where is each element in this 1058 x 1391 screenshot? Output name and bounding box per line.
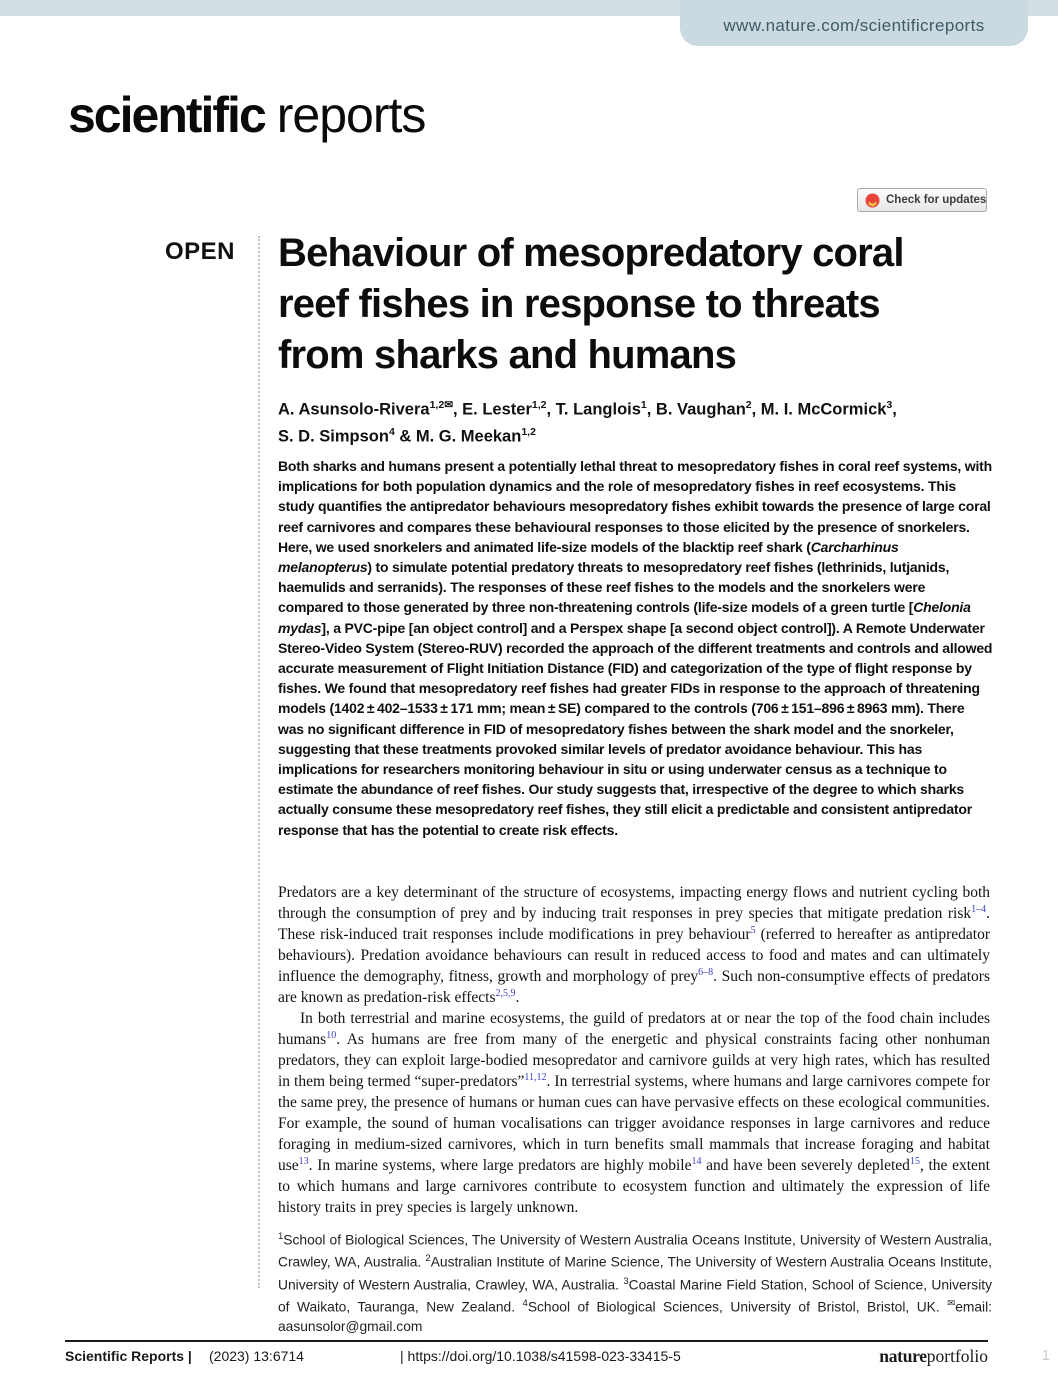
footer-journal-name: Scientific Reports | bbox=[65, 1348, 192, 1364]
nature-portfolio-logo-nature: nature bbox=[879, 1346, 927, 1366]
footer-doi-link[interactable]: | https://doi.org/10.1038/s41598-023-33415-5 bbox=[400, 1348, 681, 1364]
page-number: 1 bbox=[1041, 1348, 1050, 1364]
body-paragraph: Predators are a key determinant of the structure of ecosystems, impacting energy flows and nutrient cycling both through the consumption of prey and by inducing trait responses in prey species that mitigate predation risk$^{1-4}$. These risk-induced trait responses include modifications in prey behaviour$^5$ (referred to hereafter as antipredator behaviours). Predation avoidance behaviours can result in reduced access to food and mates and can ultimately influence the demography, fitness, growth and morphology of prey$^{6-8}$. Such non-consumptive effects of predators are known as predation-risk effects$^{2,5,9}$. bbox=[278, 884, 990, 1006]
journal-logo bbox=[68, 86, 425, 144]
vertical-dotted-rule bbox=[258, 236, 260, 1288]
check-for-updates-badge[interactable] bbox=[857, 188, 987, 212]
open-access-label: OPEN bbox=[165, 238, 236, 265]
article-body bbox=[278, 882, 990, 1218]
site-url-tab bbox=[680, 0, 1028, 46]
footer bbox=[0, 1348, 1058, 1372]
footer-rule bbox=[65, 1340, 988, 1342]
crossmark-icon bbox=[865, 193, 880, 208]
nature-portfolio-logo bbox=[879, 1346, 988, 1367]
footer-citation: (2023) 13:6714 bbox=[209, 1348, 304, 1364]
check-for-updates-label: Check for updates bbox=[886, 194, 987, 206]
affiliations: $^1$School of Biological Sciences, The University of Western Australia Oceans Institute, University of Western Australia, Crawley, WA, Australia. $^2$Australian Institute of Marine Science, The University of Western Australia Oceans Institute, University of Western Australia, Crawley, WA, Australia. $^3$Coastal Marine Field Station, School of Science, University of Waikato, Tauranga, New Zealand. $^4$School of Biological Sciences, University of Bristol, Bristol, UK. ✉email: aasunsolor@gmail.com bbox=[278, 1231, 992, 1334]
abstract: Both sharks and humans present a potentially lethal threat to mesopredatory fishes in coral reef systems, with implications for both population dynamics and the role of mesopredatory fishes in reef ecosystems. This study quantifies the antipredator behaviours mesopredatory fishes exhibit towards the presence of large coral reef carnivores and compares these behavioural responses to those elicited by the presence of snorkelers. Here, we used snorkelers and animated life-size models of the blacktip reef shark (Carcharhinus melanopterus) to simulate potential predatory threats to mesopredatory reef fishes (lethrinids, lutjanids, haemulids and serranids). The responses of these reef fishes to the models and the snorkelers were compared to those generated by three non-threatening controls (life-size models of a green turtle [Chelonia mydas], a PVC-pipe [an object control] and a Perspex shape [a second object control]). A Remote Underwater Stereo-Video System (Stereo-RUV) recorded the approach of the different treatments and controls and allowed accurate measurement of Flight Initiation Distance (FID) and categorization of the type of flight response by fishes. We found that mesopredatory reef fishes had greater FIDs in response to the approach of threatening models (1402 ± 402–1533 ± 171 mm; mean ± SE) compared to the controls (706 ± 151–896 ± 8963 mm). There was no significant difference in FID of mesopredatory fishes between the shark model and the snorkeler, suggesting that these treatments provoked similar levels of predator avoidance behaviour. This has implications for researchers monitoring behaviour in situ or using underwater census as a technique to estimate the abundance of reef fishes. Our study suggests that, irrespective of the degree to which sharks actually consume these mesopredatory reef fishes, they still elicit a predictable and consistent antipredator response that has the potential to create risk effects. bbox=[278, 458, 993, 838]
body-paragraph: In both terrestrial and marine ecosystems, the guild of predators at or near the top of the food chain includes humans$^{10}$. As humans are free from many of the energetic and physical constraints facing other nonhuman predators, they can exploit large-bodied mesopredator and carnivore guilds at very high rates, which has resulted in them being termed “super-predators”$^{11,12}$. In terrestrial systems, where humans and large carnivores compete for the same prey, the presence of humans or human cues can have pervasive effects on these ecological communities. For example, the sound of human vocalisations can trigger avoidance responses in large carnivores and reduce foraging in medium-sized carnivores, which in turn benefits small mammals that increase foraging and habitat use$^{13}$. In marine systems, where large predators are highly mobile$^{14}$ and have been severely depleted$^{15}$, the extent to which humans and large carnivores contribute to ecosystem function and ultimately the expression of life history traits in prey species is largely unknown. bbox=[278, 1010, 991, 1216]
author-list: A. Asunsolo-Rivera$^{1,2✉}$, E. Lester$^{1,2}$, T. Langlois$^1$, B. Vaughan$^2$, M. I. McCormick$^3$, S. D. Simpson$^4$ & M. G. Meekan$^{1,2}$ bbox=[278, 399, 897, 445]
article-title: Behaviour of mesopredatory coral reef fishes in response to threats from sharks and humans bbox=[278, 231, 904, 377]
nature-portfolio-logo-portfolio: portfolio bbox=[926, 1346, 988, 1366]
journal-logo-scientific: scientific bbox=[68, 87, 265, 143]
site-url: www.nature.com/scientificreports bbox=[723, 16, 985, 35]
journal-logo-reports: reports bbox=[276, 87, 426, 143]
